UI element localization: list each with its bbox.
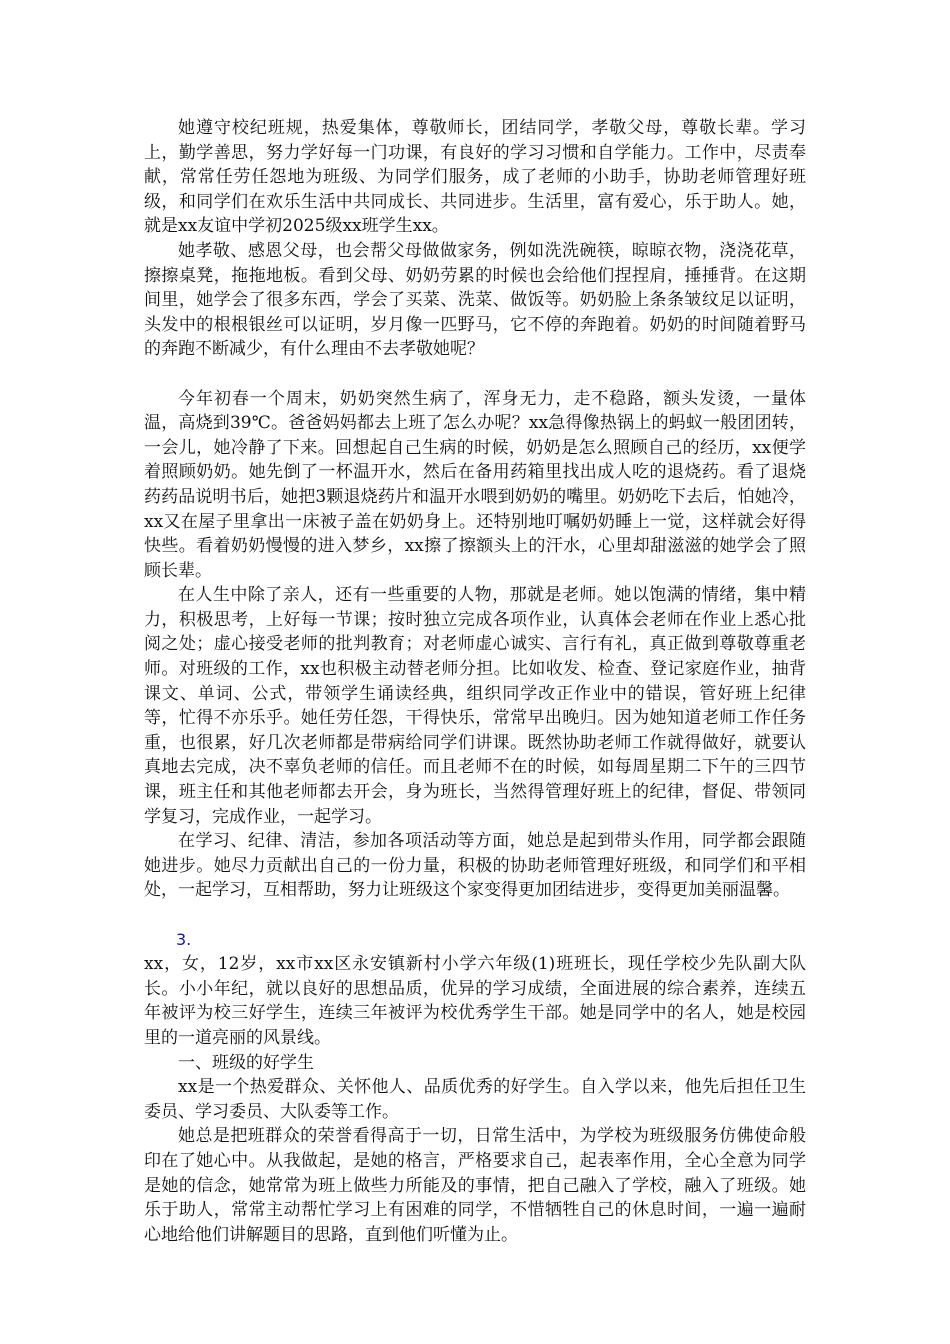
paragraph-class-honor: 她总是把班群众的荣誉看得高于一切，日常生活中，为学校为班级服务仿佛使命般印在了她心中。从我做起，是她的格言，严格要求自己，起表率作用，全心全意为同学是她的信念，她常常为班上做些力所能及的事情，把自己融入了学校，融入了班级。她乐于助人，常常主动帮忙学习上有困难的同学，不惜牺牲自己的休息时间，一遍一遍耐心地给他们讲解题目的思路，直到他们听懂为止。 [144,1126,806,1245]
paragraph-teachers: 在人生中除了亲人，还有一些重要的人物，那就是老师。她以饱满的情绪，集中精力，积极思考，上好每一节课；按时独立完成各项作业，认真体会老师在作业上悉心批阅之处；虚心接受老师的批判教育；对老师虚心诚实、言行有礼，真正做到尊敬尊重老师。对班级的工作，xx也积极主动替老师分担。比如收发、检查、登记家庭作业，抽背课文、单词、公式，带领学生诵读经典，组织同学改正作业中的错误，管好班上纪律等，忙得不亦乐乎。她任劳任怨，干得快乐，常常早出晚归。因为她知道老师工作任务重，也很累，好几次老师都是带病给同学们讲课。既然协助老师工作就得做好，就要认真地去完成，决不辜负老师的信任。而且老师不在的时候，如每周星期二下午的三四节课，班主任和其他老师都去开会，身为班长，当然得管理好班上的纪律，督促、带领同学复习，完成作业，一起学习。 [144,585,806,827]
paragraph-grandma-story: 今年初春一个周末，奶奶突然生病了，浑身无力，走不稳路，额头发烫，一量体温，高烧到39℃。爸爸妈妈都去上班了怎么办呢？xx急得像热锅上的蚂蚁一般团团转，一会儿，她冷静了下来。回想起自己生病的时候，奶奶是怎么照顾自己的经历，xx便学着照顾奶奶。她先倒了一杯温开水，然后在备用药箱里找出成人吃的退烧药。看了退烧药药品说明书后，她把3颗退烧药片和温开水喂到奶奶的嘴里。奶奶吃下去后，怕她冷，xx又在屋子里拿出一床被子盖在奶奶身上。还特别地叮嘱奶奶睡上一觉，这样就会好得快些。看着奶奶慢慢的进入梦乡，xx擦了擦额头上的汗水，心里却甜滋滋的她学会了照顾长辈。 [144,388,806,581]
blank-line [144,903,806,928]
section-number: 3. [176,929,192,949]
section-heading: 一、班级的好学生 [178,1052,314,1073]
paragraph-good-student: xx是一个热爱群众、关怀他人、品质优秀的好学生。自入学以来，他先后担任卫生委员、学习委员、大队委等工作。 [144,1077,806,1122]
blank-line [144,362,806,387]
paragraph-leadership: 在学习、纪律、清洁，参加各项活动等方面，她总是起到带头作用，同学都会跟随她进步。她尽力贡献出自己的一份力量，积极的协助老师管理好班级，和同学们和平相处，一起学习，互相帮助，努力让班级这个家变得更加团结进步，变得更加美丽温馨。 [144,831,806,901]
paragraph-intro: 她遵守校纪班规，热爱集体，尊敬师长，团结同学，孝敬父母，尊敬长辈。学习上，勤学善思，努力学好每一门功课，有良好的学习习惯和自学能力。工作中，尽责奉献，常常任劳任怨地为班级、为同学们服务，成了老师的小助手，协助老师管理好班级，和同学们在欢乐生活中共同成长、共同进步。生活里，富有爱心，乐于助人。她，就是xx友谊中学初2025级xx班学生xx。 [144,118,806,237]
paragraph-profile: xx，女，12岁，xx市xx区永安镇新村小学六年级(1)班班长，现任学校少先队副大队长。小小年纪，就以良好的思想品质，优异的学习成绩，全面进展的综合素养，连续五年被评为校三好学生，连续三年被评为校优秀学生干部。她是同学中的名人，她是校园里的一道亮丽的风景线。 [144,954,806,1048]
paragraph-filial-piety: 她孝敬、感恩父母，也会帮父母做做家务，例如洗洗碗筷，晾晾衣物，浇浇花草，擦擦桌凳，拖拖地板。看到父母、奶奶劳累的时候也会给他们捏捏肩，捶捶背。在这期间里，她学会了很多东西，学会了买菜、洗菜、做饭等。奶奶脸上条条皱纹足以证明，头发中的根根银丝可以证明，岁月像一匹野马，它不停的奔跑着。奶奶的时间随着野马的奔跑不断减少，有什么理由不去孝敬她呢？ [144,240,806,360]
document-page [144,116,806,1247]
